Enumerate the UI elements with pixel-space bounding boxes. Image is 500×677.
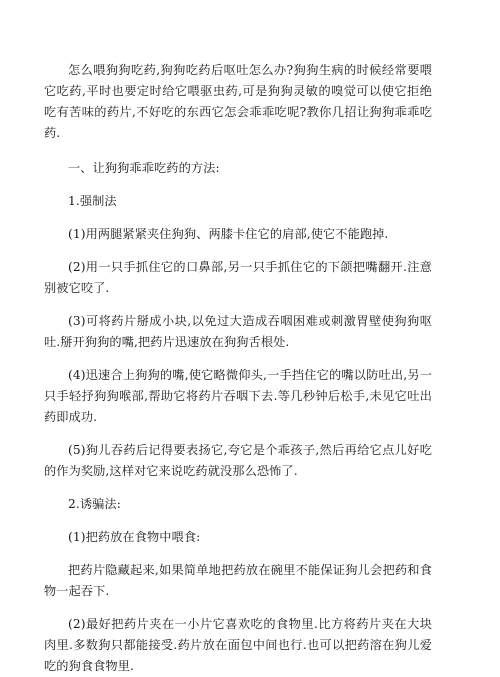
step-paragraph: (1)把药放在食物中喂食: xyxy=(68,530,201,544)
section-heading: 一、让狗狗乖乖吃药的方法: xyxy=(68,161,220,175)
step-paragraph: (4)迅速合上狗狗的嘴,使它略微仰头,一手挡住它的嘴以防吐出,另一只手轻抒狗狗喉部,帮助它将药片吞咽下去.等几秒钟后松手,未见它吐出药即成功. xyxy=(44,368,432,424)
step-paragraph: (2)用一只手抓住它的口鼻部,另一只手抓住它的下颌把嘴翻开.注意别被它咬了. xyxy=(44,260,432,295)
step-paragraph: (3)可将药片掰成小块,以免过大造成吞咽困难或刺激胃壁使狗狗呕吐.掰开狗狗的嘴,把药片迅速放在狗狗舌根处. xyxy=(44,314,432,349)
method-heading-force: 1.强制法 xyxy=(68,194,117,208)
step-paragraph: (1)用两腿紧紧夹住狗狗、两膝卡住它的肩部,使它不能跑掉. xyxy=(68,227,389,241)
step-paragraph: (5)狗儿吞药后记得要表扬它,夸它是个乖孩子,然后再给它点儿好吃的作为奖励,这样对它来说吃药就没那么恐怖了. xyxy=(44,443,432,478)
body-paragraph: 把药片隐藏起来,如果简单地把药放在碗里不能保证狗儿会把药和食物一起吞下. xyxy=(44,563,432,598)
intro-paragraph: 怎么喂狗狗吃药,狗狗吃药后呕吐怎么办?狗狗生病的时候经常要喂它吃药,平时也要定时给它喂驱虫药,可是狗狗灵敏的嗅觉可以使它拒绝吃有苦味的药片,不好吃的东西它怎会乖乖吃呢?教你几招让狗狗乖乖吃药. xyxy=(44,63,432,140)
method-heading-trick: 2.诱骗法: xyxy=(68,497,121,511)
body-paragraph: (2)最好把药片夹在一小片它喜欢吃的食物里.比方将药片夹在大块肉里.多数狗只都能接受.药片放在面包中间也行.也可以把药溶在狗儿爱吃的狗食食物里. xyxy=(44,617,432,673)
article-body xyxy=(44,60,432,677)
